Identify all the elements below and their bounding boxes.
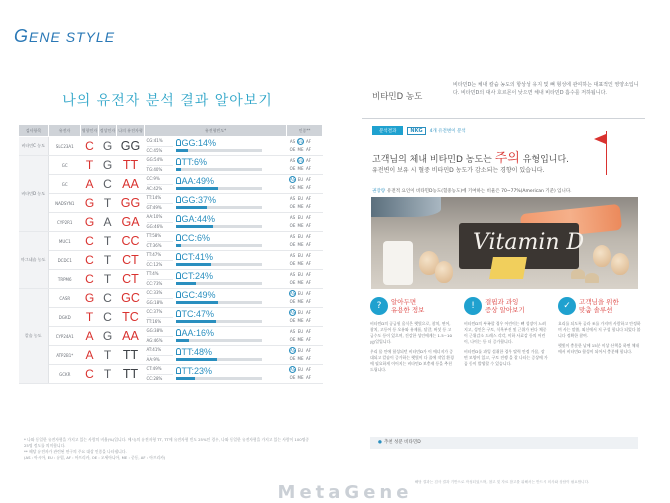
ethnicity-cell <box>287 213 323 232</box>
person-icon <box>176 234 181 241</box>
normal-allele-cell: G <box>99 156 117 175</box>
egg-shape <box>611 253 629 275</box>
ethnicity-badge: AF <box>305 214 312 220</box>
ethnicity-badge: EU <box>297 328 304 334</box>
frequency-track <box>176 225 262 228</box>
header-category: 검사항목 <box>19 125 49 137</box>
variant-count: 4개 유전변이 분석 <box>429 128 466 134</box>
section-label: 비타민D 농도 <box>372 92 423 102</box>
ethnicity-badge: AF <box>305 367 312 372</box>
ethnicity-badge: AF <box>305 147 312 152</box>
mushroom-shape <box>571 269 585 279</box>
ethnicity-badge: EU <box>297 195 304 201</box>
divider <box>362 118 645 119</box>
ethnicity-badge: AS <box>290 367 296 372</box>
frequency-label: CT:24% <box>176 271 214 281</box>
header-effect-allele: 영향인자 <box>81 125 99 137</box>
ethnicity-badge: OE <box>289 318 296 323</box>
ethnicity-badge: AF <box>305 166 312 171</box>
effect-allele-cell: A <box>81 175 99 194</box>
ethnicity-cell <box>287 346 323 365</box>
milk-shape <box>383 241 413 285</box>
ethnicity-badge: AF <box>305 291 312 296</box>
frequency-label: AA:16% <box>176 328 215 338</box>
ethnicity-badge: ME <box>297 203 304 209</box>
frequency-track <box>176 358 262 361</box>
normal-allele-cell: G <box>99 327 117 346</box>
my-frequency-bar <box>173 270 287 289</box>
header-normal-allele: 정상인자 <box>99 125 117 137</box>
ethnicity-badge: AS <box>289 158 296 163</box>
table-notes <box>24 437 314 461</box>
frequency-track <box>176 149 262 152</box>
ethnicity-badge: AS <box>289 252 296 258</box>
check-icon: ✓ <box>558 297 576 315</box>
gene-cell: TRPM6 <box>49 270 81 289</box>
ethnicity-badge: AF <box>305 356 312 361</box>
category-cell: 마그네슘 농도 <box>19 232 49 289</box>
ethnicity-badge: OE <box>289 222 296 228</box>
effect-allele-cell: G <box>81 194 99 213</box>
result-subtext: 유전변이 보유 시 혈중 비타민D 농도가 감소되는 경향이 있습니다. <box>372 167 545 174</box>
ethnicity-cell <box>287 156 323 175</box>
effect-allele-cell: T <box>81 308 99 327</box>
ethnicity-badge: EU <box>297 348 304 353</box>
normal-allele-cell: T <box>99 251 117 270</box>
ethnicity-badge: AF <box>305 158 312 163</box>
ethnicity-cell <box>287 308 323 327</box>
frequency-cell: GG:54% TG:40% <box>145 156 173 175</box>
ethnicity-badge: AF <box>305 318 312 323</box>
frequency-fill <box>176 187 218 190</box>
frequency-track <box>176 244 262 247</box>
ethnicity-badge: EU <box>298 158 304 163</box>
ethnicity-badge: ME <box>297 279 304 285</box>
question-icon: ? <box>370 297 388 315</box>
table-row <box>19 175 323 194</box>
ethnicity-badge: ME <box>297 318 304 323</box>
bullet-icon: ● <box>378 440 382 445</box>
ethnicity-badge: AF <box>305 222 312 228</box>
frequency-track <box>176 301 262 304</box>
ethnicity-badge: AS <box>290 177 296 182</box>
gene-cell: GCKR <box>49 365 81 384</box>
frequency-track <box>176 339 262 342</box>
ethnicity-badge: AF <box>305 241 312 247</box>
frequency-label: GA:44% <box>176 214 216 224</box>
ethnicity-badge: EU <box>297 367 304 372</box>
ethnicity-badge: EU <box>297 310 304 315</box>
frequency-cell: TT:14% GT:49% <box>145 194 173 213</box>
my-genotype-cell: GA <box>117 213 145 232</box>
table-row <box>19 308 323 327</box>
gene-cell: GC <box>49 175 81 194</box>
genestyle-logo: GENE STYLE <box>14 26 116 46</box>
frequency-fill <box>176 149 188 152</box>
category-cell: 비타민D 농도 <box>19 156 49 232</box>
ethnicity-badge: OE <box>289 241 296 247</box>
exclamation-icon: ! <box>464 297 482 315</box>
my-frequency-bar <box>173 346 287 365</box>
warning-flag-icon <box>594 131 610 175</box>
rec-tag: 권장량 <box>372 189 386 194</box>
category-cell: 칼슘 농도 <box>19 289 49 384</box>
frequency-cell: AA:10% GG:46% <box>145 213 173 232</box>
info-column-symptoms <box>464 295 548 377</box>
ethnicity-badge: OE <box>289 299 296 304</box>
table-row <box>19 137 323 156</box>
table-row <box>19 251 323 270</box>
effect-allele-cell: C <box>81 270 99 289</box>
ethnicity-badge: AF <box>305 233 312 239</box>
ethnicity-badge: ME <box>297 185 304 190</box>
genotype-table-body <box>19 137 323 384</box>
ethnicity-badge: OE <box>289 166 296 171</box>
genotype-table <box>18 124 323 384</box>
fish-shape <box>371 197 441 217</box>
frequency-fill <box>176 320 216 323</box>
ethnicity-cell <box>287 251 323 270</box>
header-gene: 유전자 <box>49 125 81 137</box>
ethnicity-badge: AS <box>289 195 296 201</box>
ethnicity-badge: ME <box>297 356 304 361</box>
ethnicity-cell <box>287 327 323 346</box>
frequency-fill <box>176 263 211 266</box>
ethnicity-badge: AF <box>305 252 312 258</box>
ethnicity-badge: ME <box>297 260 304 266</box>
gene-cell: CYP2R1 <box>49 213 81 232</box>
result-level: 주의 <box>494 151 520 166</box>
gene-cell: MUC1 <box>49 232 81 251</box>
column-paragraph: 비타민D를 과잉 섭취한 경우 탈력 안정 가뭄, 장면 모양이 있고, 구토 전쟁 을 잘 나타는 증상에 가끔 동이 발생할 수 있습니다. <box>464 349 548 366</box>
ethnicity-badge: AS <box>289 233 296 239</box>
effect-allele-cell: A <box>81 346 99 365</box>
section-description: 비타민D는 체내 칼슘 농도의 항상성 유지 및 뼈 형성에 관여하는 대표적인 영양소입니다. 비타민D의 대사 호르몬이 낮으면 체내 비타민D 흡수를 저하됩니다. <box>453 82 639 96</box>
ethnicity-badge: ME <box>297 336 304 342</box>
frequency-cell: GG:38% AG:46% <box>145 327 173 346</box>
frequency-cell: AT:41% AA:9% <box>145 346 173 365</box>
ethnicity-badge: AS <box>289 139 296 144</box>
header-my-genotype: 나의 유전자형 <box>117 125 145 137</box>
column-title: 결핍과 과잉 증상 알아보기 <box>485 298 525 314</box>
frequency-label: TC:47% <box>176 309 215 319</box>
frequency-track <box>176 187 262 190</box>
my-frequency-bar <box>173 289 287 308</box>
gene-cell: NADSYN1 <box>49 194 81 213</box>
recommendation-line <box>372 188 572 194</box>
effect-allele-cell: G <box>81 289 99 308</box>
ethnicity-badge: AF <box>305 139 312 144</box>
table-row <box>19 289 323 308</box>
ethnicity-cell <box>287 289 323 308</box>
frequency-cell: CC:37% TT:16% <box>145 308 173 327</box>
frequency-fill <box>176 358 217 361</box>
disclaimer: 해당 결과는 검사 결과 기반으로 작성되었으며, 참고 및 자료 참고를 위해서는 반드시 의사와 상담이 필요합니다. <box>414 480 590 484</box>
gene-cell: ATP2B1* <box>49 346 81 365</box>
frequency-track <box>176 263 262 266</box>
effect-allele-cell: C <box>81 232 99 251</box>
my-frequency-bar <box>173 156 287 175</box>
table-header-row <box>19 125 323 137</box>
result-tag: 분석결과 <box>372 126 403 135</box>
table-row <box>19 270 323 289</box>
ethnicity-badge: AS <box>290 310 296 315</box>
info-columns <box>370 295 642 377</box>
brand-badge: NKG <box>407 127 425 135</box>
effect-allele-cell: G <box>81 213 99 232</box>
gene-cell: DCDC1 <box>49 251 81 270</box>
column-title: 알아두면 유용한 정보 <box>391 298 425 314</box>
note-ethnicity: ** 해당 유전자가 관련된 연구의 주요 대상 인종을 나타냅니다. <box>24 449 127 454</box>
frequency-fill <box>176 282 197 285</box>
note-ethnicity-legend: (AS : 아시아, EU : 유럽, AF : 아프리카, OE : 오세아니아, ME : 중동, AF : 아프리카) <box>24 455 166 460</box>
cheese-shape <box>489 257 527 279</box>
my-frequency-bar <box>173 213 287 232</box>
frequency-fill <box>176 339 190 342</box>
ethnicity-badge: OE <box>289 185 296 190</box>
frequency-cell: TT:47% CC:12% <box>145 251 173 270</box>
frequency-cell: CT:49% CC:28% <box>145 365 173 384</box>
ethnicity-badge: ME <box>297 299 304 304</box>
ethnicity-badge: OE <box>289 375 296 380</box>
ethnicity-cell <box>287 365 323 384</box>
frequency-label: GG:14% <box>176 138 217 148</box>
my-frequency-bar <box>173 251 287 270</box>
ethnicity-badge: EU <box>297 271 304 277</box>
ethnicity-badge: OE <box>289 279 296 285</box>
my-genotype-cell: AA <box>117 175 145 194</box>
ethnicity-badge: AF <box>305 328 312 334</box>
effect-allele-cell: C <box>81 137 99 156</box>
normal-allele-cell: T <box>99 346 117 365</box>
ethnicity-badge: ME <box>297 147 304 152</box>
frequency-fill <box>176 244 181 247</box>
my-frequency-bar <box>173 232 287 251</box>
ethnicity-badge: AF <box>305 203 312 209</box>
column-paragraph: 비타민D의 공급원 음식은 햇빛으로, 참치, 연어, 참치, 고등어 등 오유와 유제품, 달걀, 버섯 등 고급수도 등이 있으며, 건강한 성인에게는 1.5~10㎍/일입니다. <box>370 321 452 344</box>
ethnicity-badge: ME <box>297 166 304 171</box>
ethnicity-badge: EU <box>297 252 304 258</box>
person-icon <box>176 139 181 146</box>
frequency-fill <box>176 377 196 380</box>
person-icon <box>176 215 181 222</box>
my-genotype-cell: AA <box>117 327 145 346</box>
frequency-cell: CC:9% AC:42% <box>145 175 173 194</box>
column-paragraph: 요리를 되도록 골라 조를 가지며 사람하고 안정하며 사는 말씀, 외신에서 저 구성 합니다 되었다 봅니다 정확한 참여. <box>558 321 641 338</box>
ethnicity-badge: AF <box>305 375 312 380</box>
ethnicity-badge: OE <box>289 203 296 209</box>
frequency-cell: TT:58% CT:36% <box>145 232 173 251</box>
table-row <box>19 365 323 384</box>
recommended-nutrient-bar: ● 추천 성분 비타민D <box>370 437 638 449</box>
person-icon <box>176 253 181 260</box>
frequency-fill <box>176 168 181 171</box>
ethnicity-badge: EU <box>297 214 304 220</box>
my-genotype-cell: TC <box>117 308 145 327</box>
ethnicity-badge: EU <box>297 177 304 182</box>
my-frequency-bar <box>173 365 287 384</box>
my-frequency-bar <box>173 327 287 346</box>
frequency-label: AA:49% <box>176 176 215 186</box>
person-icon <box>176 348 181 355</box>
ethnicity-badge: OE <box>289 260 296 266</box>
person-icon <box>176 367 181 374</box>
ethnicity-badge: AF <box>305 185 312 190</box>
ethnicity-badge: OE <box>289 336 296 342</box>
ethnicity-badge: AS <box>289 328 296 334</box>
ethnicity-badge: AF <box>305 299 312 304</box>
ethnicity-badge: AF <box>305 279 312 285</box>
normal-allele-cell: C <box>99 175 117 194</box>
frequency-fill <box>176 206 208 209</box>
frequency-label: CC:6% <box>176 233 211 243</box>
person-icon <box>176 291 181 298</box>
frequency-track <box>176 282 262 285</box>
ethnicity-badge: AF <box>305 336 312 342</box>
normal-allele-cell: T <box>99 365 117 384</box>
frequency-track <box>176 206 262 209</box>
ethnicity-cell <box>287 137 323 156</box>
normal-allele-cell: A <box>99 213 117 232</box>
frequency-cell: CC:33% GG:18% <box>145 289 173 308</box>
egg-shape <box>593 245 611 267</box>
table-row <box>19 327 323 346</box>
ethnicity-badge: AF <box>305 260 312 266</box>
table-row <box>19 232 323 251</box>
table-row <box>19 194 323 213</box>
my-genotype-cell: TT <box>117 346 145 365</box>
frequency-cell: TT:4% CC:73% <box>145 270 173 289</box>
ethnicity-badge: AF <box>305 310 312 315</box>
ethnicity-badge: EU <box>298 139 304 144</box>
mushroom-shape <box>585 273 599 283</box>
my-frequency-bar <box>173 175 287 194</box>
my-genotype-cell: TT <box>117 156 145 175</box>
my-genotype-cell: GG <box>117 137 145 156</box>
frequency-track <box>176 168 262 171</box>
my-frequency-bar <box>173 308 287 327</box>
ethnicity-badge: AS <box>290 291 296 296</box>
ethnicity-badge: EU <box>297 233 304 239</box>
normal-allele-cell: T <box>99 270 117 289</box>
frequency-label: TT:23% <box>176 366 213 376</box>
frequency-track <box>176 377 262 380</box>
ethnicity-badge: ME <box>297 222 304 228</box>
gene-cell: GC <box>49 156 81 175</box>
my-genotype-cell: TT <box>117 365 145 384</box>
my-frequency-bar <box>173 194 287 213</box>
frequency-cell: CG:41% CC:45% <box>145 137 173 156</box>
ethnicity-badge: AF <box>305 271 312 277</box>
effect-allele-cell: C <box>81 251 99 270</box>
result-headline: 고객님의 체내 비타민D 농도는 주의 유형입니다. <box>372 151 570 166</box>
my-genotype-cell: CC <box>117 232 145 251</box>
column-paragraph: 햇빛이 충분한 날에 15분 이상 산책을 하면 체내에서 비타민D 합성이 되어서 충분해 합니다. <box>558 343 640 354</box>
ethnicity-badge: AF <box>305 177 312 182</box>
ethnicity-badge: AS <box>289 214 296 220</box>
normal-allele-cell: T <box>99 232 117 251</box>
rec-text: 유전적 요인이 비타민D농도(혈중농도)에 기여하는 비율은 70~77%(American 기준) 입니다. <box>387 189 572 194</box>
category-cell: 비타민C 농도 <box>19 137 49 156</box>
frequency-fill <box>176 225 214 228</box>
result-tag-bar <box>372 126 466 135</box>
gene-cell: DGKD <box>49 308 81 327</box>
gene-cell: CASR <box>49 289 81 308</box>
header-ethnicity: 인종** <box>287 125 323 137</box>
normal-allele-cell: C <box>99 289 117 308</box>
ethnicity-badge: ME <box>297 375 304 380</box>
frequency-label: GC:49% <box>176 290 216 300</box>
gene-cell: CYP24A1 <box>49 327 81 346</box>
my-genotype-cell: CT <box>117 270 145 289</box>
column-paragraph: 비타민D의 부족할 경우 어린이는 뼈 성장이 느려지고, 성인은 구토, 식욕부진 및 근위가 된다 체중이 근위감소 드레스 각각, 이하 사료감 등의 어린이, 나이는 등 더 증가합니다. <box>464 321 547 344</box>
my-genotype-cell: GC <box>117 289 145 308</box>
frequency-fill <box>176 301 218 304</box>
watermark: MetaGene <box>277 482 413 503</box>
effect-allele-cell: T <box>81 156 99 175</box>
table-row <box>19 213 323 232</box>
normal-allele-cell: C <box>99 308 117 327</box>
egg-shape <box>435 261 453 283</box>
ethnicity-cell <box>287 232 323 251</box>
normal-allele-cell: G <box>99 137 117 156</box>
my-frequency-bar <box>173 137 287 156</box>
person-icon <box>176 177 181 184</box>
frequency-label: CT:41% <box>176 252 214 262</box>
person-icon <box>176 272 181 279</box>
my-genotype-cell: GG <box>117 194 145 213</box>
ethnicity-badge: OE <box>289 147 296 152</box>
info-column-solution <box>558 295 642 377</box>
person-icon <box>176 329 181 336</box>
ethnicity-badge: EU <box>297 291 304 296</box>
frequency-label: TT:48% <box>176 347 213 357</box>
vitamin-d-food-photo <box>371 197 638 289</box>
ethnicity-badge: AF <box>305 348 312 353</box>
left-page-title: 나의 유전자 분석 결과 알아보기 <box>62 93 273 109</box>
table-row <box>19 346 323 365</box>
ethnicity-badge: AS <box>289 271 296 277</box>
effect-allele-cell: A <box>81 327 99 346</box>
ethnicity-cell <box>287 270 323 289</box>
table-row <box>19 156 323 175</box>
column-paragraph: 우리 몸 안에 합성되던 비타민D가 이 에너지가 증대되고 칼슘이 증가하는 햇빛이 다 줄에 작업 환경에 필요하게 이어지는 비타민D 보충제 등을 추천드립니다. <box>370 349 454 372</box>
person-icon <box>176 196 181 203</box>
my-genotype-cell: CT <box>117 251 145 270</box>
person-icon <box>176 310 181 317</box>
photo-text: Vitamin D <box>473 230 585 255</box>
person-icon <box>176 158 181 165</box>
ethnicity-badge: OE <box>289 356 296 361</box>
frequency-label: GG:37% <box>176 195 217 205</box>
info-column-tips <box>370 295 454 377</box>
ethnicity-badge: AS <box>290 348 296 353</box>
ethnicity-badge: AF <box>305 195 312 201</box>
ethnicity-cell <box>287 175 323 194</box>
ethnicity-badge: ME <box>297 241 304 247</box>
effect-allele-cell: C <box>81 365 99 384</box>
header-genotype-frequency: 유전형빈도* <box>145 125 287 137</box>
ethnicity-cell <box>287 194 323 213</box>
gene-cell: SLC23A1 <box>49 137 81 156</box>
frequency-track <box>176 320 262 323</box>
normal-allele-cell: T <box>99 194 117 213</box>
column-title: 고객님을 위한 맞춤 솔루션 <box>579 298 619 314</box>
frequency-label: TT:6% <box>176 157 208 167</box>
note-frequency: * 나와 동일한 유전자형을 가지고 있는 사람의 비율(%)입니다. 에시)의 유전자형 TT, TT에 유전자형 빈도 25%인 경우, 나와 동일한 유전자형을 가지고 있는 사람이 100명중 25명 정도를 의미합니다. <box>24 437 310 448</box>
